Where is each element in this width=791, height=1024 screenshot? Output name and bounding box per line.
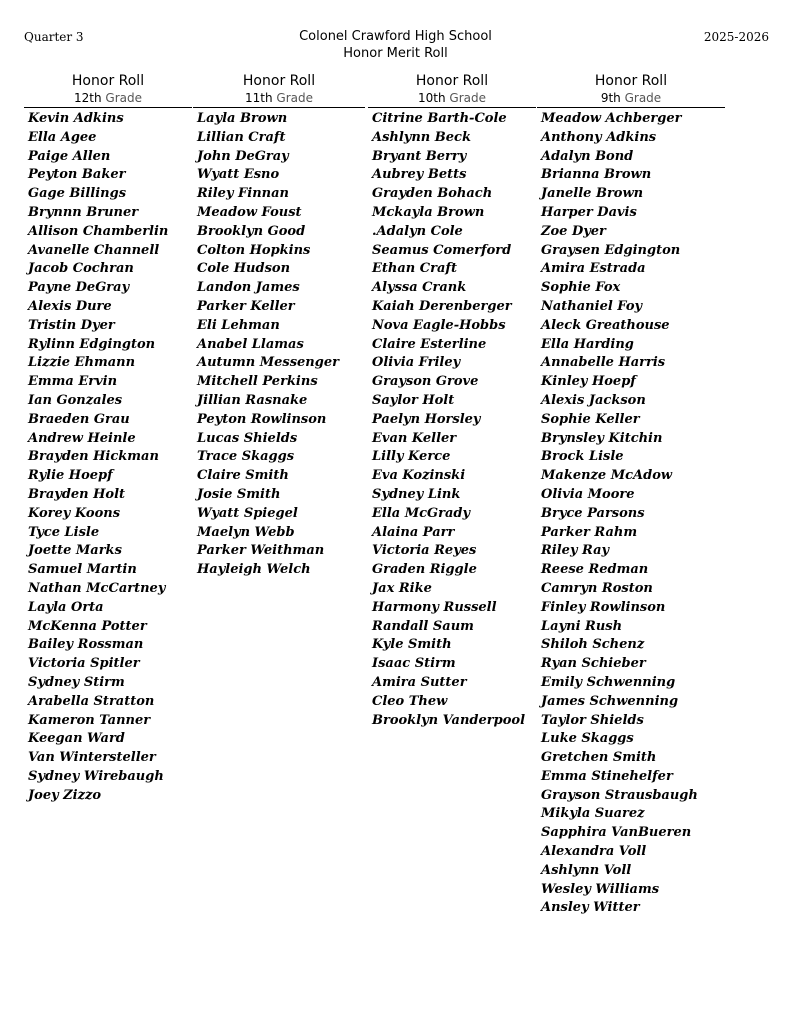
student-name: Graysen Edgington bbox=[541, 242, 681, 258]
student-name: Victoria Spitler bbox=[28, 656, 140, 672]
student-name: Ian Gonzales bbox=[28, 392, 123, 408]
student-name: Graden Riggle bbox=[372, 562, 477, 578]
student-name: Brynsley Kitchin bbox=[541, 430, 663, 446]
student-name: Eli Lehman bbox=[197, 317, 280, 333]
student-name: Kyle Smith bbox=[372, 637, 452, 653]
column-header bbox=[24, 72, 192, 106]
grade-word: Grade bbox=[449, 91, 486, 105]
student-name: Harper Davis bbox=[541, 204, 637, 220]
student-name: Annabelle Harris bbox=[541, 355, 666, 371]
student-name: Arabella Stratton bbox=[28, 693, 155, 709]
student-name: Joette Marks bbox=[28, 543, 122, 559]
student-name: Meadow Achberger bbox=[541, 111, 682, 126]
grade-label bbox=[193, 90, 365, 106]
student-name: Braeden Grau bbox=[28, 411, 130, 427]
student-name: Brynnn Bruner bbox=[28, 204, 139, 220]
student-name: Sydney Wirebaugh bbox=[28, 768, 164, 784]
student-name: Cole Hudson bbox=[197, 261, 291, 277]
student-name: Brianna Brown bbox=[541, 167, 652, 183]
student-name: Emma Ervin bbox=[28, 374, 118, 390]
student-name: Amira Sutter bbox=[372, 674, 467, 690]
student-name: Isaac Stirm bbox=[372, 656, 456, 672]
student-name: Sophie Fox bbox=[541, 280, 621, 296]
name-list bbox=[24, 108, 192, 805]
student-name: Sydney Link bbox=[372, 486, 461, 502]
student-name: Bryce Parsons bbox=[541, 505, 645, 521]
student-name: McKenna Potter bbox=[28, 618, 147, 634]
school-year: 2025-2026 bbox=[703, 30, 769, 44]
student-name: Alexis Jackson bbox=[541, 392, 646, 408]
student-name: Makenze McAdow bbox=[541, 468, 673, 484]
student-name: Sophie Keller bbox=[541, 411, 640, 427]
student-name: Finley Rowlinson bbox=[541, 599, 666, 615]
student-name: Riley Ray bbox=[541, 543, 610, 559]
student-name: Ethan Craft bbox=[372, 261, 457, 277]
student-name: Parker Keller bbox=[197, 298, 295, 314]
student-name: Wesley Williams bbox=[541, 881, 660, 897]
student-name: Kinley Hoepf bbox=[541, 374, 636, 390]
column-title: Honor Roll bbox=[71, 73, 145, 89]
student-name: John DeGray bbox=[197, 148, 289, 164]
grade-label bbox=[537, 90, 725, 106]
student-name: Sydney Stirm bbox=[28, 674, 125, 690]
student-name: Emily Schwenning bbox=[541, 674, 676, 690]
student-name: Reese Redman bbox=[541, 562, 649, 578]
student-name: Landon James bbox=[197, 280, 300, 296]
student-name: Lilly Kerce bbox=[372, 449, 451, 465]
column-title: Honor Roll bbox=[594, 73, 668, 89]
column-header bbox=[193, 72, 365, 106]
student-name: Paige Allen bbox=[28, 148, 111, 164]
student-name: Ryan Schieber bbox=[541, 656, 646, 672]
student-name: Jillian Rasnake bbox=[197, 392, 308, 408]
student-name: Brooklyn Vanderpool bbox=[372, 712, 526, 728]
student-name: Ella Harding bbox=[541, 336, 634, 352]
student-name: Samuel Martin bbox=[28, 562, 137, 578]
student-name: Adalyn Bond bbox=[541, 148, 634, 164]
student-name: Keegan Ward bbox=[28, 731, 125, 747]
student-name: Eva Kozinski bbox=[372, 468, 466, 484]
student-name: Ashlynn Voll bbox=[541, 862, 632, 878]
student-name: Rylie Hoepf bbox=[28, 468, 113, 484]
student-name: Randall Saum bbox=[372, 618, 474, 634]
column-12th-grade bbox=[24, 72, 192, 805]
column-title: Honor Roll bbox=[415, 73, 489, 89]
grade-word: Grade bbox=[624, 91, 662, 105]
student-name: Korey Koons bbox=[28, 505, 121, 521]
student-name: Taylor Shields bbox=[541, 712, 644, 728]
student-name: Parker Rahm bbox=[541, 524, 638, 540]
student-name: Nathaniel Foy bbox=[541, 298, 643, 314]
student-name: Kaiah Derenberger bbox=[372, 298, 512, 314]
student-name: Peyton Rowlinson bbox=[197, 411, 327, 427]
student-name: Layla Brown bbox=[197, 111, 288, 126]
student-name: Kevin Adkins bbox=[28, 111, 124, 126]
student-name: Wyatt Esno bbox=[197, 167, 280, 183]
student-name: Mikyla Suarez bbox=[541, 806, 645, 822]
student-name: Joey Zizzo bbox=[28, 787, 102, 803]
grade-level: 12th bbox=[73, 91, 102, 105]
student-name: Janelle Brown bbox=[541, 186, 644, 202]
student-name: Mitchell Perkins bbox=[197, 374, 318, 390]
student-name: Anthony Adkins bbox=[541, 129, 657, 145]
student-name: Grayson Strausbaugh bbox=[541, 787, 698, 803]
student-name: Gage Billings bbox=[28, 186, 127, 202]
student-name: Layla Orta bbox=[28, 599, 104, 615]
student-name: Allison Chamberlin bbox=[28, 223, 169, 239]
student-name: Brooklyn Good bbox=[197, 223, 306, 239]
student-name: Mckayla Brown bbox=[372, 204, 485, 220]
name-list bbox=[537, 108, 725, 918]
student-name: Emma Stinehelfer bbox=[541, 768, 673, 784]
student-name: Bailey Rossman bbox=[28, 637, 144, 653]
student-name: Alexis Dure bbox=[28, 298, 112, 314]
student-name: Grayden Bohach bbox=[372, 186, 493, 202]
student-name: Amira Estrada bbox=[541, 261, 646, 277]
student-name: Alexandra Voll bbox=[541, 844, 647, 860]
student-name: Shiloh Schenz bbox=[541, 637, 645, 653]
student-name: .Adalyn Cole bbox=[372, 223, 463, 239]
student-name: Grayson Grove bbox=[372, 374, 479, 390]
grade-word: Grade bbox=[276, 91, 313, 105]
student-name: Lizzie Ehmann bbox=[28, 355, 136, 371]
student-name: Avanelle Channell bbox=[28, 242, 160, 258]
student-name: Riley Finnan bbox=[197, 186, 289, 202]
student-name: Ansley Witter bbox=[541, 900, 640, 916]
student-name: Brock Lisle bbox=[541, 449, 624, 465]
school-name: Colonel Crawford High School bbox=[299, 29, 492, 44]
grade-word: Grade bbox=[105, 91, 142, 105]
student-name: Colton Hopkins bbox=[197, 242, 311, 258]
student-name: Alyssa Crank bbox=[372, 280, 467, 296]
student-name: Harmony Russell bbox=[372, 599, 497, 615]
roll-subtitle: Honor Merit Roll bbox=[343, 46, 448, 61]
student-name: Payne DeGray bbox=[28, 280, 130, 296]
student-name: Sapphira VanBueren bbox=[541, 825, 692, 841]
student-name: Wyatt Spiegel bbox=[197, 505, 298, 521]
grade-level: 10th bbox=[417, 91, 446, 105]
student-name: Maelyn Webb bbox=[197, 524, 295, 540]
student-name: James Schwenning bbox=[541, 693, 679, 709]
student-name: Josie Smith bbox=[197, 486, 281, 502]
student-name: Van Wintersteller bbox=[28, 750, 156, 766]
column-11th-grade bbox=[193, 72, 365, 580]
student-name: Layni Rush bbox=[541, 618, 623, 634]
student-name: Citrine Barth-Cole bbox=[372, 111, 507, 126]
student-name: Hayleigh Welch bbox=[197, 562, 311, 578]
student-name: Lucas Shields bbox=[197, 430, 298, 446]
column-header bbox=[537, 72, 725, 106]
student-name: Brayden Hickman bbox=[28, 449, 159, 465]
grade-level: 9th bbox=[600, 91, 621, 105]
student-name: Camryn Roston bbox=[541, 580, 653, 596]
column-9th-grade bbox=[537, 72, 725, 918]
student-name: Olivia Friley bbox=[372, 355, 461, 371]
grade-level: 11th bbox=[244, 91, 273, 105]
student-name: Ashlynn Beck bbox=[372, 129, 471, 145]
student-name: Aubrey Betts bbox=[372, 167, 467, 183]
student-name: Cleo Thew bbox=[372, 693, 448, 709]
grade-label bbox=[24, 90, 192, 106]
name-list bbox=[193, 108, 365, 580]
student-name: Rylinn Edgington bbox=[28, 336, 156, 352]
student-name: Olivia Moore bbox=[541, 486, 635, 502]
column-title: Honor Roll bbox=[242, 73, 316, 89]
column-header bbox=[368, 72, 536, 106]
student-name: Nathan McCartney bbox=[28, 580, 166, 596]
student-name: Parker Weithman bbox=[197, 543, 325, 559]
student-name: Tristin Dyer bbox=[28, 317, 115, 333]
student-name: Ella Agee bbox=[28, 129, 97, 145]
student-name: Jacob Cochran bbox=[28, 261, 134, 277]
student-name: Nova Eagle-Hobbs bbox=[372, 317, 506, 333]
student-name: Peyton Baker bbox=[28, 167, 126, 183]
student-name: Claire Esterline bbox=[372, 336, 487, 352]
column-10th-grade bbox=[368, 72, 536, 730]
student-name: Tyce Lisle bbox=[28, 524, 100, 540]
student-name: Luke Skaggs bbox=[541, 731, 634, 747]
student-name: Brayden Holt bbox=[28, 486, 126, 502]
grade-label bbox=[368, 90, 536, 106]
student-name: Zoe Dyer bbox=[541, 223, 606, 239]
student-name: Jax Rike bbox=[372, 580, 432, 596]
student-name: Trace Skaggs bbox=[197, 449, 295, 465]
student-name: Lillian Craft bbox=[197, 129, 286, 145]
student-name: Seamus Comerford bbox=[372, 242, 512, 258]
page-title bbox=[0, 28, 791, 62]
student-name: Gretchen Smith bbox=[541, 750, 657, 766]
student-name: Claire Smith bbox=[197, 468, 289, 484]
name-list bbox=[368, 108, 536, 730]
student-name: Andrew Heinle bbox=[28, 430, 136, 446]
student-name: Aleck Greathouse bbox=[541, 317, 670, 333]
student-name: Ella McGrady bbox=[372, 505, 471, 521]
student-name: Victoria Reyes bbox=[372, 543, 477, 559]
student-name: Saylor Holt bbox=[372, 392, 455, 408]
quarter-label: Quarter 3 bbox=[24, 30, 84, 44]
student-name: Evan Keller bbox=[372, 430, 457, 446]
student-name: Alaina Parr bbox=[372, 524, 455, 540]
student-name: Meadow Foust bbox=[197, 204, 302, 220]
student-name: Paelyn Horsley bbox=[372, 411, 481, 427]
student-name: Anabel Llamas bbox=[197, 336, 304, 352]
student-name: Bryant Berry bbox=[372, 148, 467, 164]
student-name: Autumn Messenger bbox=[197, 355, 339, 371]
student-name: Kameron Tanner bbox=[28, 712, 151, 728]
